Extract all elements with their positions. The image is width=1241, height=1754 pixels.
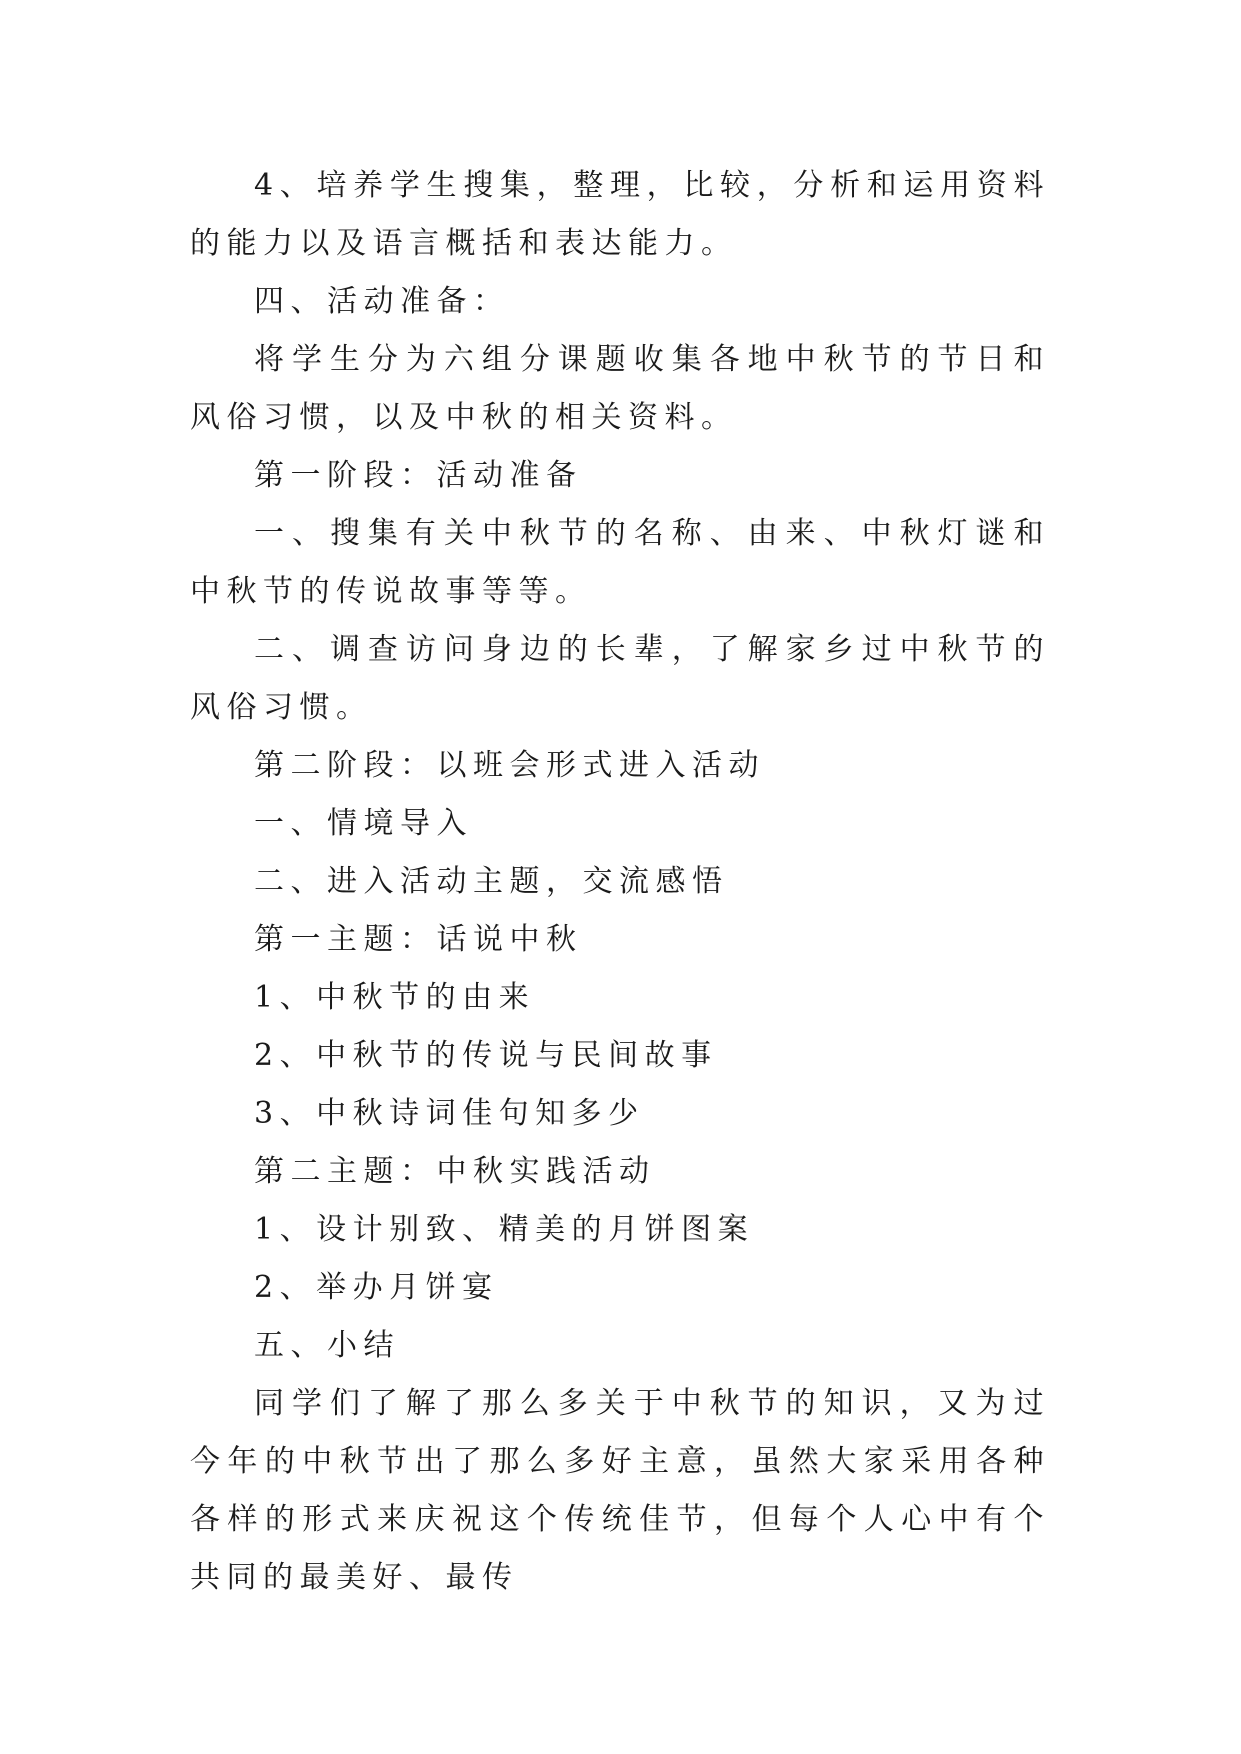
heading-stage-one: 第一阶段：活动准备: [254, 458, 583, 493]
list-item-mooncake-feast: 2、举办月饼宴: [254, 1270, 499, 1305]
paragraph-grouping: 将学生分为六组分课题收集各地中秋节的节日和风俗习惯，以及中秋的相关资料。: [190, 342, 1050, 435]
heading-summary: 五、小结: [254, 1328, 400, 1363]
heading-activity-preparation: 四、活动准备：: [254, 284, 510, 319]
list-item-origin: 1、中秋节的由来: [254, 980, 536, 1015]
list-item-enter-theme: 二、进入活动主题，交流感悟: [254, 864, 729, 899]
heading-theme-two: 第二主题：中秋实践活动: [254, 1154, 656, 1189]
paragraph-collect-info: 一、搜集有关中秋节的名称、由来、中秋灯谜和中秋节的传说故事等等。: [190, 516, 1050, 609]
list-item-introduction: 一、情境导入: [254, 806, 473, 841]
list-item-legends: 2、中秋节的传说与民间故事: [254, 1038, 718, 1073]
list-item-poems: 3、中秋诗词佳句知多少: [254, 1096, 645, 1131]
paragraph-skill-goal: 4、培养学生搜集，整理，比较，分析和运用资料的能力以及语言概括和表达能力。: [190, 168, 1050, 261]
heading-stage-two: 第二阶段：以班会形式进入活动: [254, 748, 765, 783]
paragraph-summary: 同学们了解了那么多关于中秋节的知识，又为过今年的中秋节出了那么多好主意，虽然大家采用各种各样的形式来庆祝这个传统佳节，但每个人心中有个共同的最美好、最传: [190, 1386, 1050, 1595]
document-page: [190, 157, 1050, 1607]
list-item-mooncake-design: 1、设计别致、精美的月饼图案: [254, 1212, 755, 1247]
paragraph-interview-elders: 二、调查访问身边的长辈，了解家乡过中秋节的风俗习惯。: [190, 632, 1050, 725]
heading-theme-one: 第一主题：话说中秋: [254, 922, 583, 957]
